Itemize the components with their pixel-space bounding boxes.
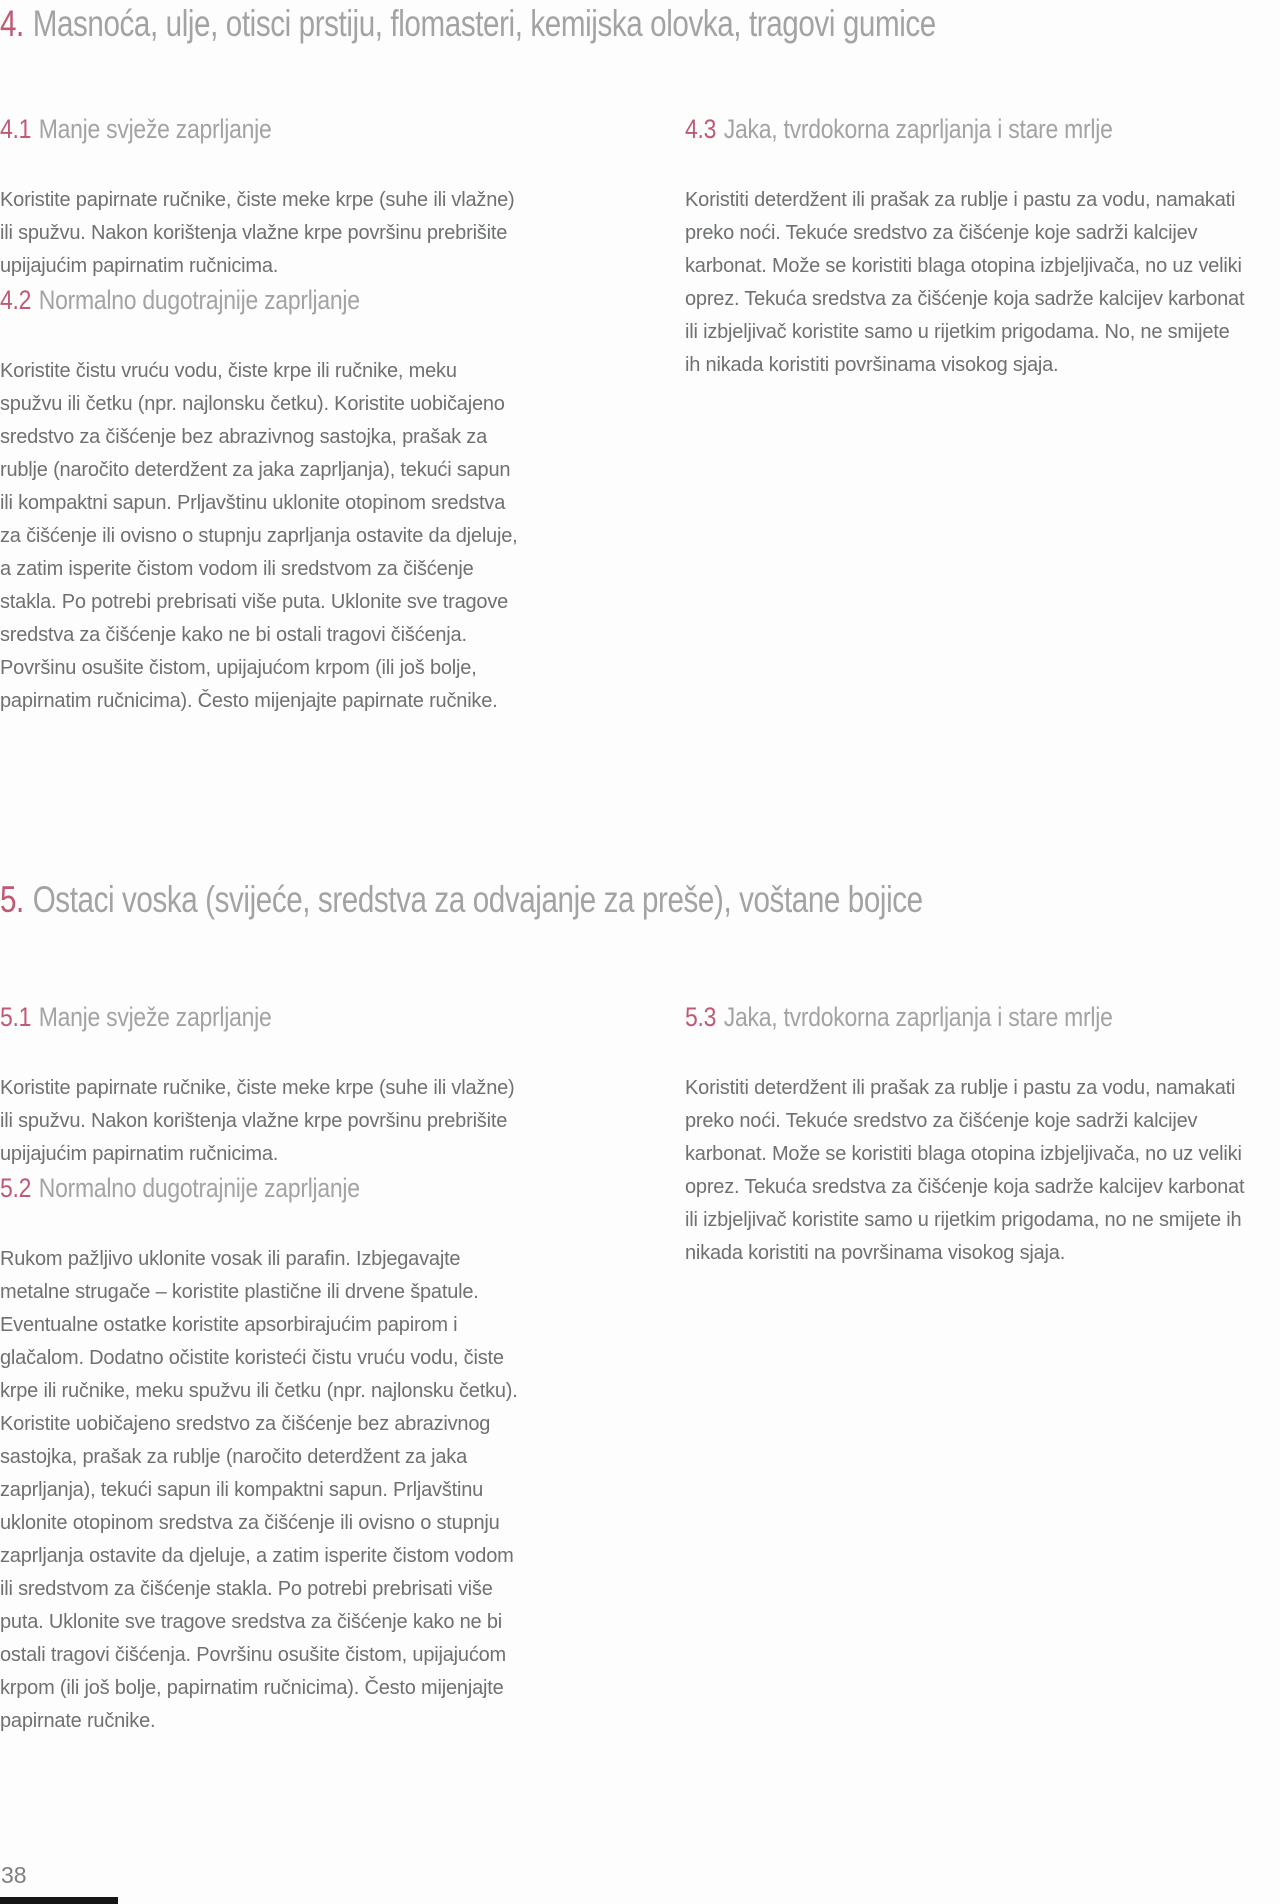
- subsection-4-2-number: 4.2: [0, 285, 32, 315]
- subsection-5-2-heading: [0, 1171, 442, 1205]
- subsection-5-2-title: Normalno dugotrajnije zaprljanje: [38, 1173, 360, 1203]
- subsection-4-3-number: 4.3: [685, 114, 717, 144]
- section-5-heading: [0, 878, 923, 922]
- subsection-5-2-number: 5.2: [0, 1173, 32, 1203]
- subsection-5-1-heading: [0, 1000, 442, 1034]
- subsection-4-2-body: Koristite čistu vruću vodu, čiste krpe ili ručnike, meku spužvu ili četku (npr. najlonsku četku). Koristite uobičajeno sredstvo za čišćenje bez abrazivnog sastojka, prašak za rublje (naročito deterdžent za jaka zaprljanja), tekući sapun ili kompaktni sapun. Prljavštinu uklonite otopinom sredstva za čišćenje ili ovisno o stupnju zaprljanja ostavite da djeluje, a zatim isperite čistom vodom ili sredstvom za čišćenje stakla. Po potrebi prebrisati više puta. Uklonite sve tragove sredstva za čišćenje kako ne bi ostali tragovi čišćenja. Površinu osušite čistom, upijajućom krpom (ili još bolje, papirnatim ručnicima). Često mijenjajte papirnate ručnike.: [0, 360, 518, 712]
- subsection-5-3-number: 5.3: [685, 1002, 717, 1032]
- section-5-left-column: [0, 1000, 520, 1738]
- subsection-4-1-title: Manje svježe zaprljanje: [38, 114, 272, 144]
- section-4-number: 4.: [0, 3, 24, 44]
- subsection-4-2-heading: [0, 283, 442, 317]
- section-4-left-column: [0, 112, 520, 718]
- page-edge-bar: [0, 1897, 118, 1904]
- subsection-5-1-title: Manje svježe zaprljanje: [38, 1002, 272, 1032]
- subsection-5-3-title: Jaka, tvrdokorna zaprljanja i stare mrlje: [723, 1002, 1113, 1032]
- subsection-4-3-title: Jaka, tvrdokorna zaprljanja i stare mrlje: [723, 114, 1113, 144]
- section-4-heading: [0, 2, 936, 46]
- subsection-5-1-body: Koristite papirnate ručnike, čiste meke krpe (suhe ili vlažne) ili spužvu. Nakon korištenja vlažne krpe površinu prebrišite upijajućim papirnatim ručnicima.: [0, 1077, 515, 1165]
- subsection-4-1-heading: [0, 112, 442, 146]
- subsection-4-2-title: Normalno dugotrajnije zaprljanje: [38, 285, 360, 315]
- subsection-5-3-heading: [685, 1000, 1161, 1034]
- subsection-4-3-body: Koristiti deterdžent ili prašak za rublje i pastu za vodu, namakati preko noći. Tekuće sredstvo za čišćenje koje sadrži kalcijev karbonat. Može se koristiti blaga otopina izbjeljivača, no uz veliki oprez. Tekuća sredstva za čišćenje koja sadrže kalcijev karbonat ili izbjeljivač koristite samo u rijetkim prigodama. No, ne smijete ih nikada koristiti površinama visokog sjaja.: [685, 189, 1245, 376]
- page-number: 38: [1, 1862, 27, 1888]
- subsection-5-1-number: 5.1: [0, 1002, 32, 1032]
- subsection-4-3-heading: [685, 112, 1161, 146]
- section-5-title: Ostaci voska (svijeće, sredstva za odvajanje za preše), voštane bojice: [32, 879, 923, 920]
- subsection-5-2-body: Rukom pažljivo uklonite vosak ili parafin. Izbjegavajte metalne strugače – koristite plastične ili drvene špatule. Eventualne ostatke koristite apsorbirajućim papirom i glačalom. Dodatno očistite koristeći čistu vruću vodu, čiste krpe ili ručnike, meku spužvu ili četku (npr. najlonsku četku). Koristite uobičajeno sredstvo za čišćenje bez abrazivnog sastojka, prašak za rublje (naročito deterdžent za jaka zaprljanja), tekući sapun ili kompaktni sapun. Prljavštinu uklonite otopinom sredstva za čišćenje ili ovisno o stupnju zaprljanja ostavite da djeluje, a zatim isperite čistom vodom ili sredstvom za čišćenje stakla. Po potrebi prebrisati više puta. Uklonite sve tragove sredstva za čišćenje kako ne bi ostali tragovi čišćenja. Površinu osušite čistom, upijajućom krpom (ili još bolje, papirnatim ručnicima). Često mijenjajte papirnate ručnike.: [0, 1248, 518, 1732]
- section-5-right-column: [685, 1000, 1245, 1270]
- section-4-right-column: [685, 112, 1245, 382]
- subsection-5-3-body: Koristiti deterdžent ili prašak za rublje i pastu za vodu, namakati preko noći. Tekuće sredstvo za čišćenje koje sadrži kalcijev karbonat. Može se koristiti blaga otopina izbjeljivača, no uz veliki oprez. Tekuća sredstva za čišćenje koja sadrže kalcijev karbonat ili izbjeljivač koristite samo u rijetkim prigodama, no ne smijete ih nikada koristiti na površinama visokog sjaja.: [685, 1077, 1245, 1264]
- section-5-number: 5.: [0, 879, 24, 920]
- subsection-4-1-number: 4.1: [0, 114, 32, 144]
- subsection-4-1-body: Koristite papirnate ručnike, čiste meke krpe (suhe ili vlažne) ili spužvu. Nakon korištenja vlažne krpe površinu prebrišite upijajućim papirnatim ručnicima.: [0, 189, 515, 277]
- section-4-title: Masnoća, ulje, otisci prstiju, flomasteri, kemijska olovka, tragovi gumice: [32, 3, 936, 44]
